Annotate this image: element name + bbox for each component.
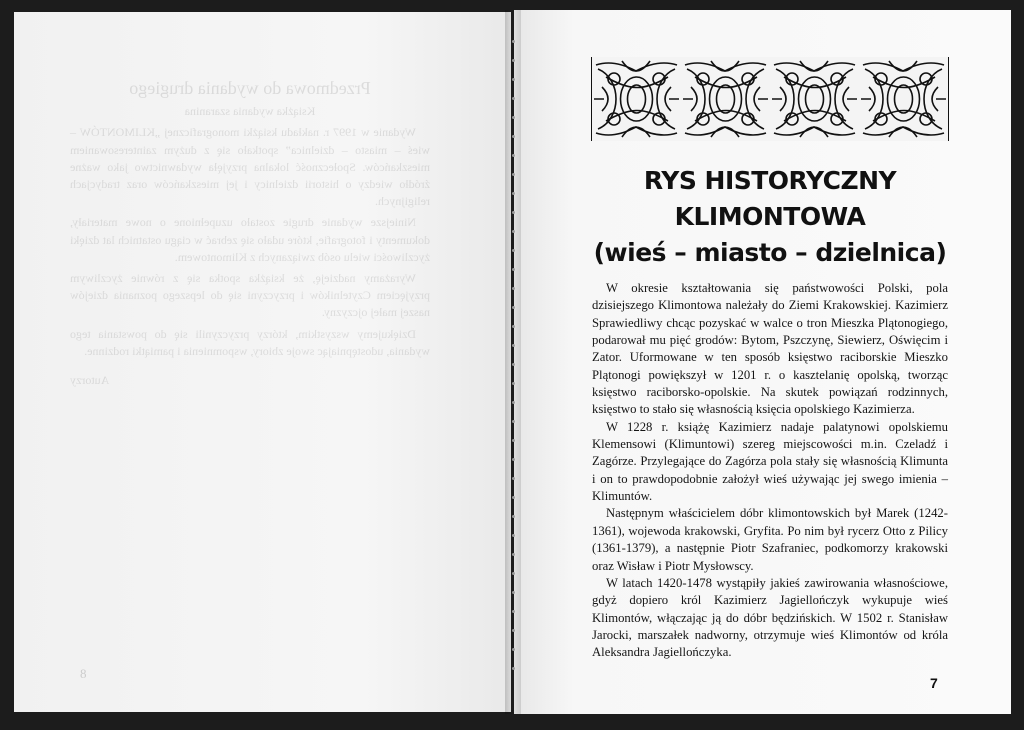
binding-hole — [512, 173, 515, 176]
binding-hole — [512, 591, 515, 594]
bleedthrough-paragraph: Niniejsze wydanie drugie zostało uzupełnione o nowe materiały, dokumenty i fotografie, które udało się zebrać w ciągu ostatnich lat dzięki życzliwości wielu osób związanych z Klimontowem. — [70, 215, 430, 264]
binding-hole — [512, 572, 515, 575]
binding-hole — [512, 344, 515, 347]
binding-hole — [512, 458, 515, 461]
binding-hole — [512, 553, 515, 556]
binding-hole — [512, 363, 515, 366]
paragraph: W okresie kształtowania się państwowości Polski, pola dzisiejszego Klimontowa należały do Ziemi Krakowskiej. Kazimierz Sprawiedliwy chcąc pozyskać w walce o tron Mieszka Plątonogiego, podarował mu pięć grodów: Bytom, Pszczynę, Siewierz, Oświęcim i Zator. Uformowane w ten sposób księstwo raciborskie Mieszko Plątonogi powiększył w 1201 r. o kasztelanię opolską, tworząc księstwo raciborsko-opolskie. Na skutek powiązań rodzinnych, księstwo to stało się własnością księcia opolskiego Kazimierza. — [592, 281, 948, 417]
bleedthrough-text — [70, 80, 430, 389]
paragraph: Następnym właścicielem dóbr klimontowskich był Marek (1242-1361), wojewoda krakowski, Gryfita. Po nim był rycerz Otto z Pilicy (1361-1379), a następnie Piotr Szafraniec, podkomorzy krakowski oraz Wisław i Piotr Mysłowscy. — [592, 506, 948, 573]
page-number: 7 — [930, 675, 938, 691]
bleedthrough-title: Przedmowa do wydania drugiego — [129, 78, 371, 98]
binding-hole — [512, 515, 515, 518]
binding-hole — [512, 78, 515, 81]
bleedthrough-page-number: 8 — [80, 666, 87, 681]
binding-hole — [512, 135, 515, 138]
binding-hole — [512, 116, 515, 119]
paragraph: W latach 1420-1478 wystąpiły jakieś zawirowania własnościowe, gdyż dopiero król Kazimierz Jagiellończyk wykupuje wieś Klimontów, włączając ją do dóbr będzińskich. W 1502 r. Stanisław Jarocki, marszałek nadworny, otrzymuje wieś Klimontów od króla Aleksandra Jagiellończyka. — [592, 575, 948, 660]
binding-hole — [512, 477, 515, 480]
binding-hole — [512, 610, 515, 613]
binding-hole — [512, 59, 515, 62]
bleedthrough-paragraph: Wydanie w 1997 r. nakładu książki monograficznej „KLIMONTÓW – wieś – miasto – dzielnica” spotkało się z dużym zainteresowaniem mieszkańców. Społeczność lokalna przyjęła wydawnictwo jako ważne źródło wiedzy o historii dzielnicy i jej mieszkańców oraz tradycjach religijnych. — [70, 125, 430, 209]
binding-hole — [512, 40, 515, 43]
binding-hole — [512, 211, 515, 214]
binding-hole — [512, 325, 515, 328]
binding-hole — [512, 97, 515, 100]
binding-hole — [512, 268, 515, 271]
binding-hole — [512, 154, 515, 157]
binding-hole — [512, 648, 515, 651]
title-line-2: KLIMONTOWA — [674, 202, 866, 231]
binding-hole — [512, 629, 515, 632]
binding-hole — [512, 496, 515, 499]
binding-hole — [512, 401, 515, 404]
binding-hole — [512, 534, 515, 537]
binding-hole — [512, 192, 515, 195]
chapter-body — [592, 280, 948, 662]
bleedthrough-paragraph: Dziękujemy wszystkim, którzy przyczynili się do powstania tego wydania, udostępniając swoje zbiory, wspomnienia i pamiątki rodzinne. — [70, 326, 430, 358]
title-line-3: (wieś – miasto – dzielnica) — [593, 238, 947, 267]
binding-hole — [512, 249, 515, 252]
bleedthrough-signature: Autorzy — [70, 373, 110, 388]
bleedthrough-paragraph: Wyrażamy nadzieję, że książka spotka się z równie życzliwym przyjęciem Czytelników i przyczyni się do lepszego poznania dziejów naszej małej ojczyzny. — [70, 271, 430, 320]
binding-hole — [512, 420, 515, 423]
binding-holes — [512, 40, 516, 690]
paragraph: W 1228 r. książę Kazimierz nadaje palatynowi opolskiemu Klemensowi (Klimuntowi) szereg miejscowości m.in. Czeladź i Zagórze. Przylegające do Zagórza pola stały się własnością Klimunta i on to prawdopodobnie założył wieś używając jej swego imienia – Klimuntów. — [592, 419, 948, 504]
binding-hole — [512, 382, 515, 385]
binding-hole — [512, 287, 515, 290]
binding-hole — [512, 667, 515, 670]
binding-hole — [512, 306, 515, 309]
celtic-knot-ornament — [591, 57, 949, 141]
binding-hole — [512, 230, 515, 233]
chapter-title — [560, 163, 980, 271]
bleedthrough-subtitle: Książka wydania szaranina — [184, 104, 316, 119]
title-line-1: RYS HISTORYCZNY — [643, 166, 897, 195]
binding-hole — [512, 439, 515, 442]
